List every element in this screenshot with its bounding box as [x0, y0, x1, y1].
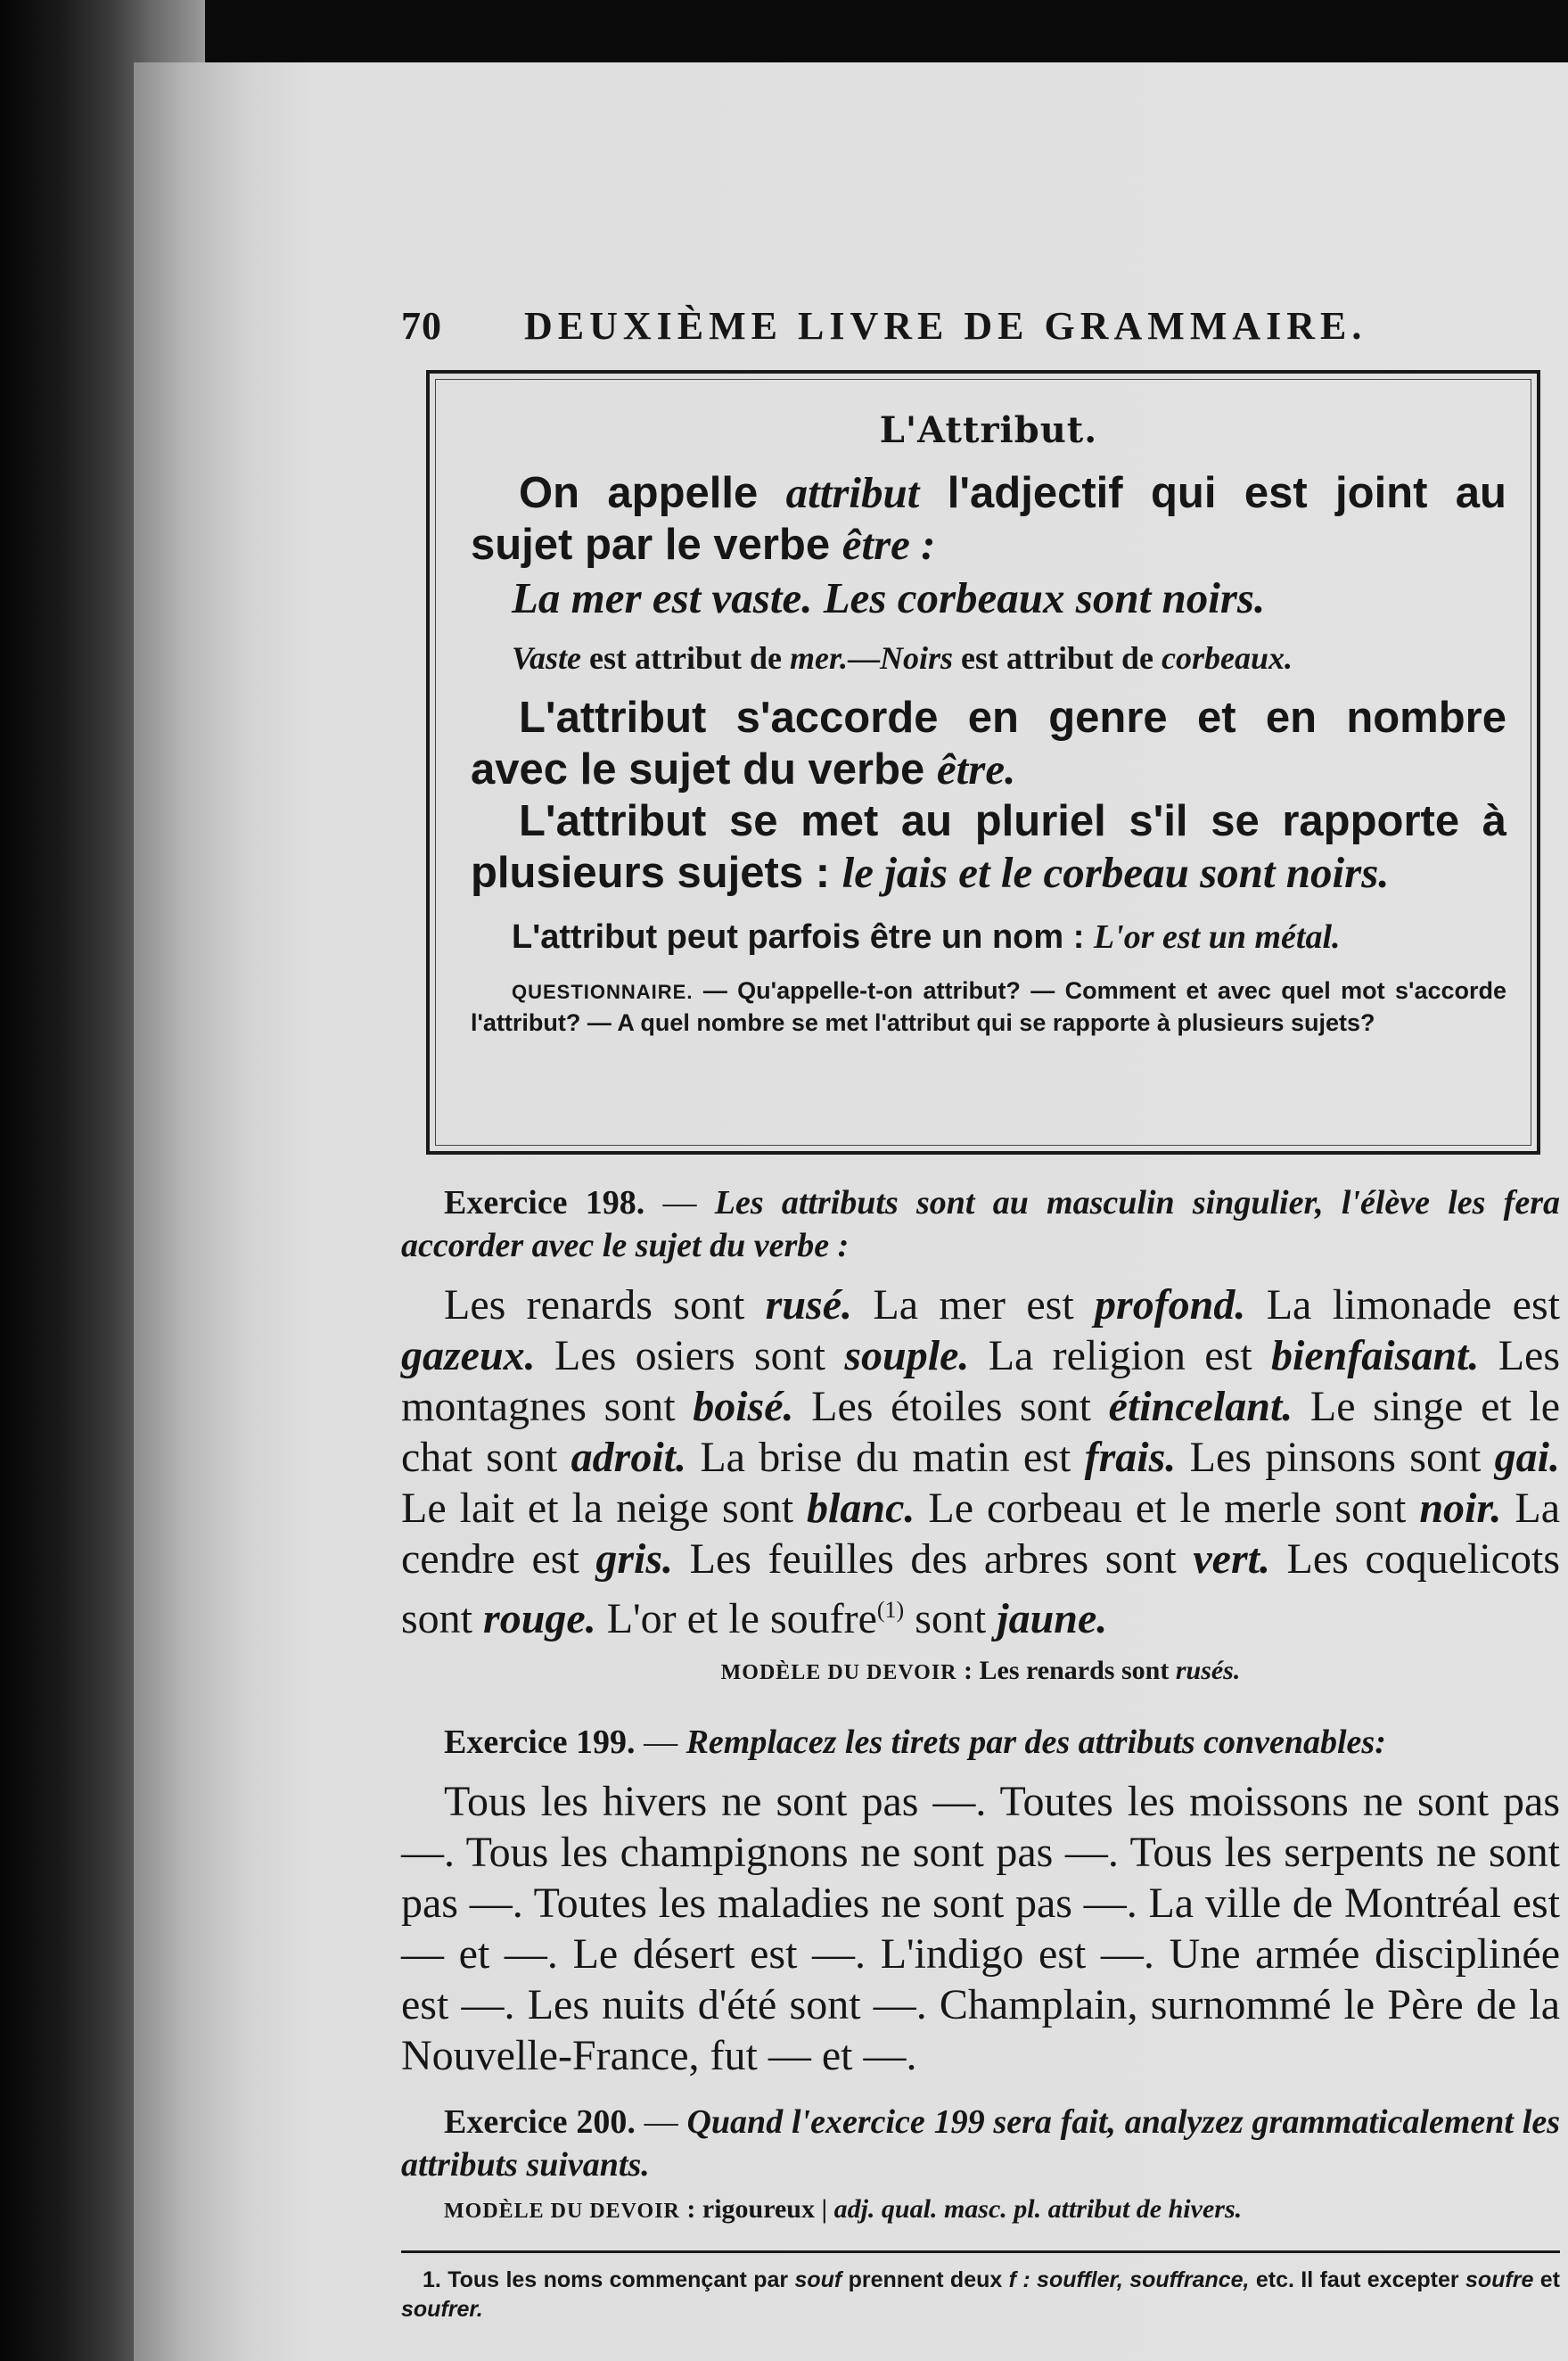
page-content	[401, 223, 1561, 2322]
exercise-instruction: Les attributs sont au masculin singulier, l'élève les fera accorder avec le sujet du verbe :	[401, 1184, 1560, 1264]
footnote-ref: (1)	[876, 1597, 905, 1623]
sentence-text: Les coquelicots sont	[401, 1535, 1560, 1642]
term-etre: être :	[841, 520, 936, 569]
adjective-to-agree: boisé.	[693, 1383, 794, 1430]
plural-rule: L'attribut se met au pluriel s'il se rapporte à plusieurs sujets : le jais et le corbeau sont noirs.	[471, 797, 1506, 897]
sentence-text: La cendre est	[401, 1485, 1560, 1583]
sentence-text: Les montagnes sont	[401, 1332, 1561, 1430]
sentence-text: Les renards sont	[444, 1281, 766, 1329]
sentence-text: Le singe et le chat sont	[401, 1383, 1560, 1481]
sentence-text: La limonade est	[1245, 1281, 1561, 1329]
exercise-200-model: MODÈLE DU DEVOIR : rigoureux | adj. qual. masc. pl. attribut de hivers.	[444, 2194, 1243, 2224]
exercise-198-model: MODÈLE DU DEVOIR : Les renards sont rusés.	[720, 1656, 1241, 1685]
exercise-198-body	[401, 1279, 1560, 1644]
questionnaire-label: QUESTIONNAIRE.	[512, 981, 694, 1003]
adjective-to-agree: bienfaisant.	[1270, 1332, 1480, 1379]
adjective-to-agree: adroit.	[571, 1434, 686, 1481]
sentence-text: La brise du matin est	[686, 1434, 1085, 1481]
adjective-to-agree: étincelant.	[1108, 1383, 1293, 1430]
adjective-to-agree: frais.	[1084, 1434, 1177, 1481]
rule-box	[426, 370, 1540, 1155]
exercise-number: Exercice 200.	[444, 2103, 636, 2141]
sentence-text: Le corbeau et le merle sont	[915, 1485, 1420, 1532]
sentence-text: Les étoiles sont	[793, 1383, 1109, 1430]
running-title: DEUXIÈME LIVRE DE GRAMMAIRE.	[524, 303, 1367, 348]
questionnaire: QUESTIONNAIRE. — Qu'appelle-t-on attribut? — Comment et avec quel mot s'accorde l'attribut? — A quel nombre se met l'attribut qui se rapporte à plusieurs sujets?	[471, 977, 1506, 1036]
sentence-text: La religion est	[969, 1332, 1271, 1379]
sentence-text: sont	[904, 1595, 997, 1642]
example-sentence: La mer est vaste. Les corbeaux sont noirs.	[512, 573, 1266, 622]
adjective-to-agree: gris.	[595, 1535, 674, 1583]
analysis-line: Vaste est attribut de mer.—Noirs est attribut de corbeaux.	[512, 640, 1293, 676]
exercises	[401, 1181, 1560, 2324]
exercise-199-heading: Exercice 199. — Remplacez les tirets par des attributs convenables:	[401, 1721, 1560, 1764]
noun-rule: L'attribut peut parfois être un nom : L'or est un métal.	[512, 918, 1341, 956]
exercise-number: Exercice 199.	[444, 1723, 636, 1761]
sentence-text: Le lait et la neige sont	[401, 1485, 808, 1532]
agreement-rule: L'attribut s'accorde en genre et en nombre avec le sujet du verbe être.	[471, 694, 1506, 794]
adjective-to-agree: vert.	[1193, 1535, 1270, 1583]
footnote: 1. Tous les noms commençant par souf prennent deux f : souffler, souffrance, etc. Il faut excepter soufre et soufrer.	[401, 2267, 1560, 2322]
exercise-198-heading: Exercice 198. — Les attributs sont au masculin singulier, l'élève les fera accorder avec le sujet du verbe :	[401, 1184, 1560, 1264]
sentence-text: Les feuilles des arbres sont	[673, 1535, 1194, 1583]
exercise-instruction: Remplacez les tirets par des attributs convenables:	[685, 1723, 1386, 1761]
adjective-to-agree: souple.	[844, 1332, 970, 1379]
adjective-to-agree: gazeux.	[401, 1332, 536, 1379]
adjective-to-agree: jaune.	[997, 1595, 1108, 1642]
adjective-to-agree: noir.	[1419, 1485, 1502, 1532]
sentence-text: La mer est	[852, 1281, 1096, 1329]
adjective-to-agree: rouge.	[483, 1595, 596, 1642]
exercise-instruction: Quand l'exercice 199 sera fait, analyzez grammaticalement les attributs suivants.	[401, 2103, 1560, 2184]
sentence-text: Les osiers sont	[535, 1332, 845, 1379]
term-attribut: attribut	[785, 468, 920, 517]
adjective-to-agree: rusé.	[765, 1281, 853, 1329]
adjective-to-agree: gai.	[1494, 1434, 1560, 1481]
sentence-text: L'or et le soufre	[595, 1595, 877, 1642]
definition: On appelle attribut l'adjectif qui est joint au sujet par le verbe être :	[471, 468, 1506, 569]
adjective-to-agree: blanc.	[807, 1485, 915, 1532]
page-number: 70	[401, 303, 442, 348]
running-head	[401, 299, 1560, 352]
adjective-to-agree: profond.	[1095, 1281, 1246, 1329]
section-title: L'Attribut.	[879, 409, 1098, 451]
exercise-number: Exercice 198.	[444, 1184, 645, 1222]
footnote-rule	[401, 2250, 1560, 2253]
book-page	[134, 62, 1568, 2361]
sentence-text: Les pinsons sont	[1176, 1434, 1495, 1481]
exercise-200-heading: Exercice 200. — Quand l'exercice 199 sera fait, analyzez grammaticalement les attributs suivants.	[401, 2103, 1560, 2184]
exercise-199-body: Tous les hivers ne sont pas —. Toutes les moissons ne sont pas —. Tous les champignons ne sont pas —. Tous les serpents ne sont pas —. Toutes les maladies ne sont pas —. La ville de Montréal est — et —. Le désert est —. L'indigo est —. Une armée disciplinée est —. Les nuits d'été sont —. Champlain, surnommé le Père de la Nouvelle-France, fut — et —.	[401, 1778, 1560, 2079]
